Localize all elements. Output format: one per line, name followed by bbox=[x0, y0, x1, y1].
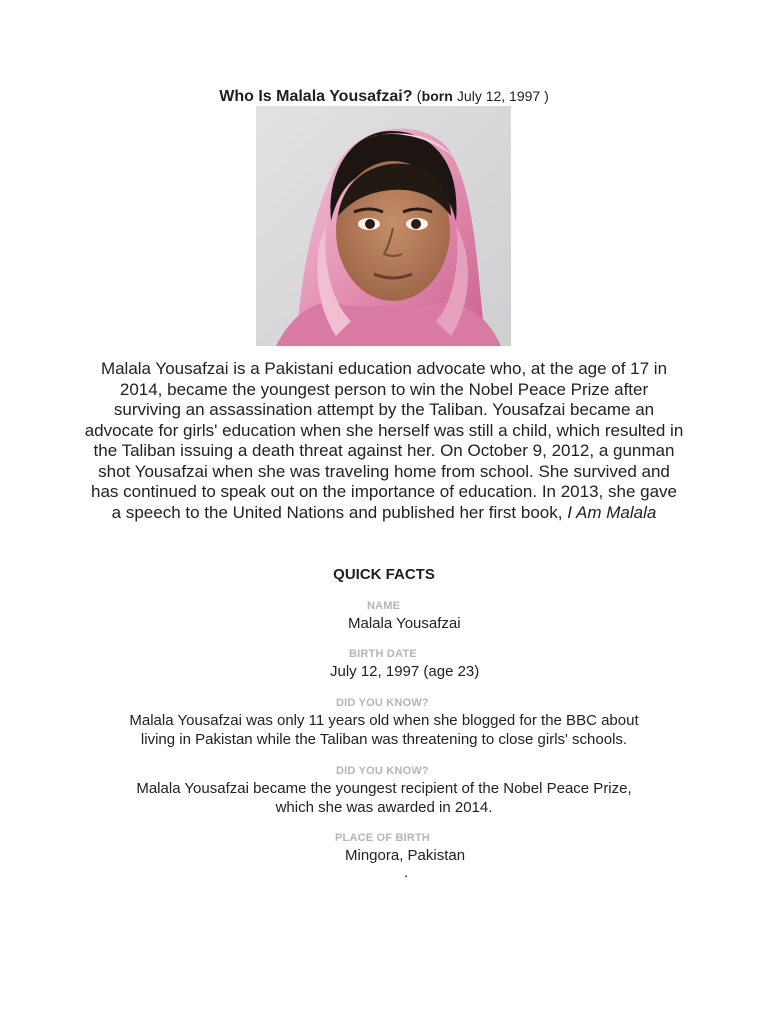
place-of-birth-label: PLACE OF BIRTH bbox=[335, 832, 431, 844]
portrait-photo bbox=[256, 106, 511, 346]
did-you-know-label-1: DID YOU KNOW? bbox=[336, 697, 429, 709]
birth-date-value: July 12, 1997 (age 23) bbox=[330, 663, 480, 680]
trailing-dot: . bbox=[404, 864, 409, 881]
quick-facts-heading: QUICK FACTS bbox=[333, 566, 435, 583]
did-you-know-1-line-2: living in Pakistan while the Taliban was threatening to close girls' schools. bbox=[140, 731, 628, 748]
did-you-know-fact-2 bbox=[104, 779, 664, 817]
born-label: born bbox=[421, 88, 453, 104]
name-value: Malala Yousafzai bbox=[348, 615, 461, 632]
birth-date-label: BIRTH DATE bbox=[349, 648, 417, 660]
biography-paragraph bbox=[84, 359, 684, 523]
title-line bbox=[0, 86, 768, 107]
did-you-know-2-line-1: Malala Yousafzai became the youngest recipient of the Nobel Peace Prize, bbox=[136, 780, 632, 797]
page-title: Who Is Malala Yousafzai? bbox=[219, 88, 413, 105]
place-of-birth-value: Mingora, Pakistan bbox=[345, 847, 466, 864]
book-title: I Am Malala bbox=[567, 502, 657, 522]
did-you-know-fact-1 bbox=[84, 711, 684, 749]
open-paren: ( bbox=[416, 88, 422, 105]
biography-text: Malala Yousafzai is a Pakistani education advocate who, at the age of 17 in 2014, became the youngest person to win the Nobel Peace Prize after surviving an assassination attempt by the Taliban. Yousafzai became an advocate for girls' education when she herself was still a child, which resulted in the Taliban issuing a death threat against her. On October 9, 2012, a gunman shot Yousafzai when she was traveling home from school. She survived and has continued to speak out on the importance of education. In 2013, she gave a speech to the United Nations and published her first book, bbox=[84, 359, 684, 522]
portrait-illustration bbox=[256, 106, 511, 346]
did-you-know-2-line-2: which she was awarded in 2014. bbox=[275, 799, 493, 816]
born-date: July 12, 1997 ) bbox=[456, 88, 549, 104]
did-you-know-label-2: DID YOU KNOW? bbox=[336, 765, 429, 777]
did-you-know-1-line-1: Malala Yousafzai was only 11 years old when she blogged for the BBC about bbox=[129, 712, 639, 729]
name-label: NAME bbox=[367, 600, 401, 612]
